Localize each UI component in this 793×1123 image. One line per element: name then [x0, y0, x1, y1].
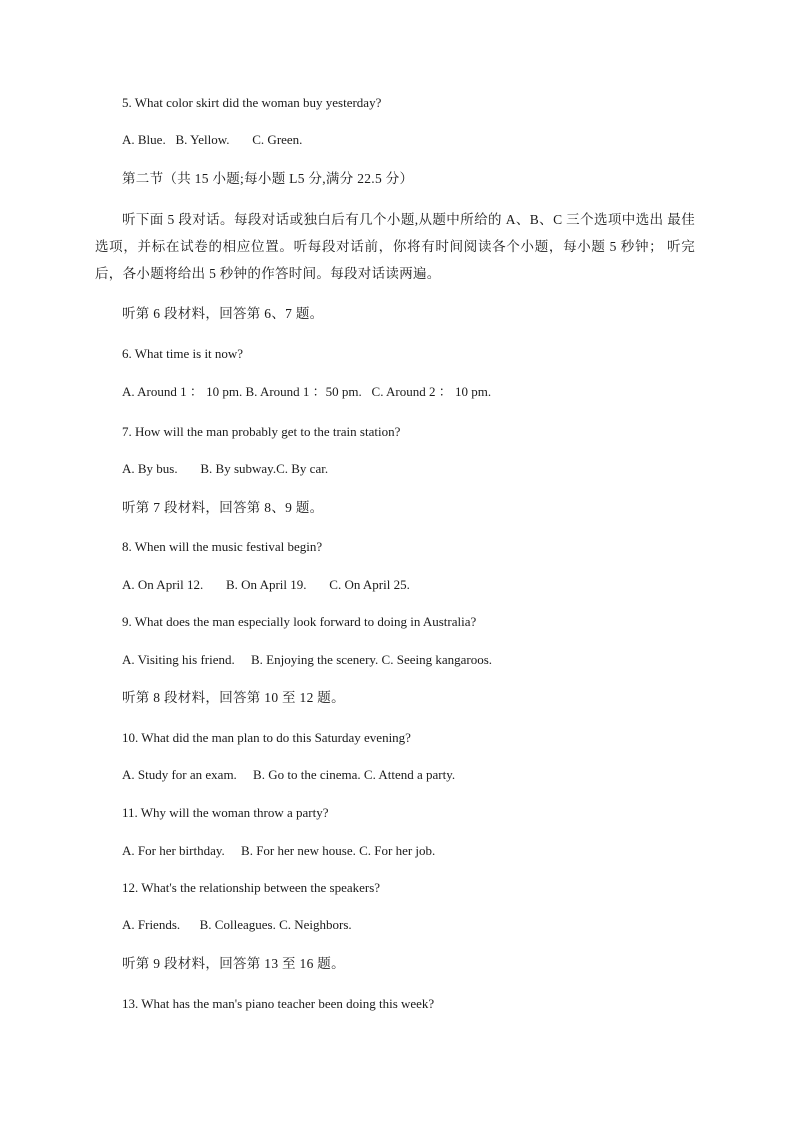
question-8-options: A. On April 12. B. On April 19. C. On April 25.	[122, 577, 410, 592]
question-12: 12. What's the relationship between the speakers?	[122, 880, 381, 895]
question-6: 6. What time is it now?	[122, 346, 244, 361]
question-9: 9. What does the man especially look forward to doing in Australia?	[122, 614, 477, 629]
question-10: 10. What did the man plan to do this Saturday evening?	[122, 730, 411, 745]
question-13: 13. What has the man's piano teacher been doing this week?	[122, 996, 435, 1011]
question-6-options: A. Around 1 ： 10 pm. B. Around 1 ：50 pm. C. Around 2 ： 10 pm.	[122, 384, 492, 399]
question-9-options: A. Visiting his friend. B. Enjoying the scenery. C. Seeing kangaroos.	[122, 652, 493, 667]
section-2-heading: 第二节（共 15 小题;每小题 L5 分,满分 22.5 分）	[122, 171, 414, 186]
material-6-heading: 听第 6 段材料，回答第 6、7 题。	[122, 306, 324, 321]
question-10-options: A. Study for an exam. B. Go to the cinema. C. Attend a party.	[122, 767, 456, 782]
question-8: 8. When will the music festival begin?	[122, 539, 323, 554]
question-5-options: A. Blue. B. Yellow. C. Green.	[122, 132, 303, 147]
material-9-heading: 听第 9 段材料，回答第 13 至 16 题。	[122, 956, 345, 971]
question-7: 7. How will the man probably get to the train station?	[122, 424, 401, 439]
question-11: 11. Why will the woman throw a party?	[122, 805, 329, 820]
question-12-options: A. Friends. B. Colleagues. C. Neighbors.	[122, 917, 352, 932]
material-7-heading: 听第 7 段材料，回答第 8、9 题。	[122, 500, 324, 515]
section-2-instructions: 听下面 5 段对话。每段对话或独白后有几个小题,从题中所给的 A、B、C 三个选项中选出 最佳选项，并标在试卷的相应位置。听每段对话前，你将有时间阅读各个小题，每小题 5 秒钟； 听完后，各小题将给出 5 秒钟的作答时间。每段对话读两遍。	[95, 212, 695, 281]
question-5: 5. What color skirt did the woman buy yesterday?	[122, 95, 382, 110]
question-11-options: A. For her birthday. B. For her new house. C. For her job.	[122, 843, 436, 858]
question-7-options: A. By bus. B. By subway.C. By car.	[122, 461, 329, 476]
material-8-heading: 听第 8 段材料，回答第 10 至 12 题。	[122, 690, 345, 705]
